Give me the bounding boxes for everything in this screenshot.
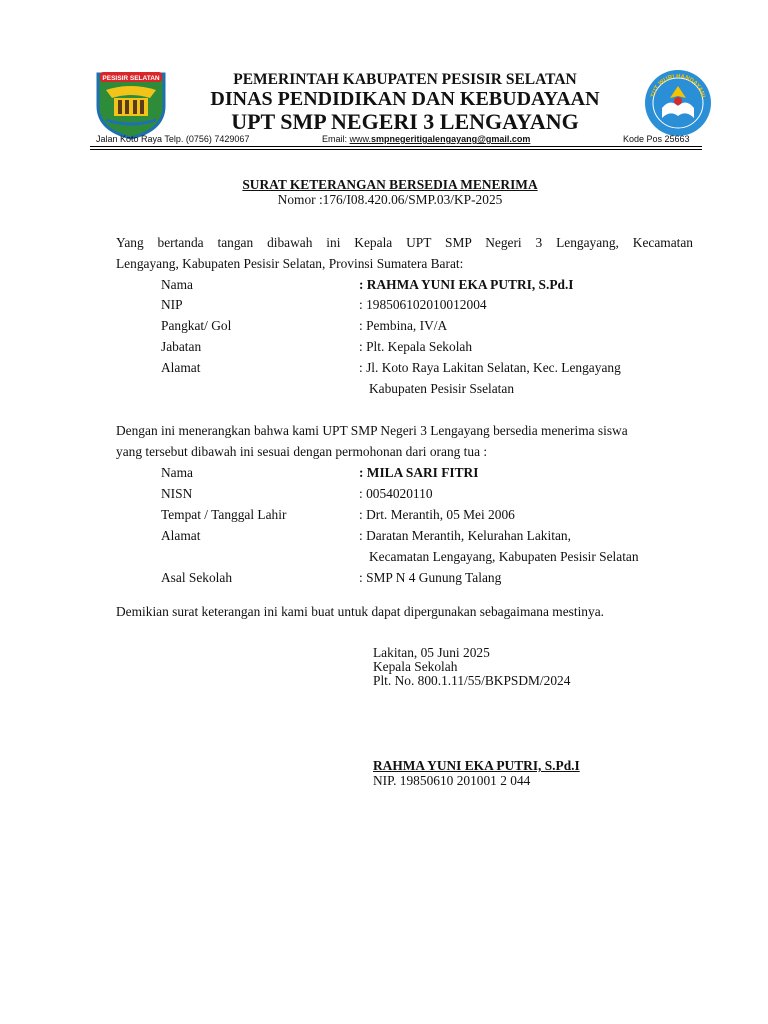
- student-birth-value: : Drt. Merantih, 05 Mei 2006: [359, 507, 515, 522]
- tut-wuri-text: TUT WURI HANDAYANI: [650, 73, 706, 99]
- student-address-value-2: Kecamatan Lengayang, Kabupaten Pesisir Selatan: [369, 549, 639, 564]
- official-name-label: Nama: [161, 277, 193, 292]
- official-rank-value: : Pembina, IV/A: [359, 318, 448, 333]
- official-nip-label: NIP: [161, 297, 183, 312]
- student-address-label: Alamat: [161, 528, 201, 543]
- student-name-value: : MILA SARI FITRI: [359, 465, 479, 480]
- statement-line-2: yang tersebut dibawah ini sesuai dengan permohonan dari orang tua :: [116, 444, 488, 459]
- letterhead-email: [322, 134, 530, 144]
- letterhead-school-name: UPT SMP NEGERI 3 LENGAYANG: [231, 109, 579, 134]
- signature-block: [373, 646, 570, 688]
- email-link[interactable]: [350, 134, 531, 144]
- email-value: smpnegeritigalengayang@gmail.com: [371, 134, 531, 144]
- official-position-label: Jabatan: [161, 339, 202, 354]
- intro-line-2: Lengayang, Kabupaten Pesisir Selatan, Provinsi Sumatera Barat:: [116, 256, 464, 271]
- tut-wuri-handayani-logo: [642, 68, 714, 138]
- letterhead-divider-thin: [90, 149, 702, 150]
- student-school-label: Asal Sekolah: [161, 570, 233, 585]
- official-address-value-2: Kabupaten Pesisir Sselatan: [369, 381, 515, 396]
- student-nisn-label: NISN: [161, 486, 193, 501]
- letter-number: Nomor :176/I08.420.06/SMP.03/KP-2025: [277, 192, 503, 207]
- intro-line-1: Yang bertanda tangan dibawah ini Kepala UPT SMP Negeri 3 Lengayang, Kecamatan: [116, 235, 693, 250]
- student-name-label: Nama: [161, 465, 193, 480]
- official-rank-label: Pangkat/ Gol: [161, 318, 232, 333]
- official-name-value: : RAHMA YUNI EKA PUTRI, S.Pd.I: [359, 277, 574, 292]
- official-nip-value: : 198506102010012004: [359, 297, 487, 312]
- email-label: Email:: [322, 134, 348, 144]
- signature-decree: Plt. No. 800.1.11/55/BKPSDM/2024: [373, 673, 571, 688]
- letterhead-address: Jalan Koto Raya Telp. (0756) 7429067: [96, 134, 250, 144]
- letter-title: SURAT KETERANGAN BERSEDIA MENERIMA: [242, 177, 538, 192]
- official-address-label: Alamat: [161, 360, 201, 375]
- email-prefix: www.: [349, 134, 372, 144]
- student-address-value-1: : Daratan Merantih, Kelurahan Lakitan,: [359, 528, 571, 543]
- intro-paragraph: [116, 232, 693, 274]
- statement-line-1: Dengan ini menerangkan bahwa kami UPT SMP Negeri 3 Lengayang bersedia menerima siswa: [116, 423, 628, 438]
- signatory-name: RAHMA YUNI EKA PUTRI, S.Pd.I: [373, 758, 580, 773]
- official-address-value-1: : Jl. Koto Raya Lakitan Selatan, Kec. Lengayang: [359, 360, 621, 375]
- closing-paragraph: Demikian surat keterangan ini kami buat untuk dapat dipergunakan sebagaimana mestinya.: [116, 604, 604, 619]
- signature-place-date: Lakitan, 05 Juni 2025: [373, 645, 490, 660]
- signatory-nip: NIP. 19850610 201001 2 044: [373, 773, 531, 788]
- letterhead-postcode: Kode Pos 25663: [623, 134, 690, 144]
- letterhead-divider-thick: [90, 146, 702, 147]
- regency-emblem-text: PESISIR SELATAN: [102, 75, 160, 82]
- student-school-value: : SMP N 4 Gunung Talang: [359, 570, 502, 585]
- official-position-value: : Plt. Kepala Sekolah: [359, 339, 473, 354]
- statement-paragraph: [116, 420, 693, 462]
- student-nisn-value: : 0054020110: [359, 486, 433, 501]
- student-birth-label: Tempat / Tanggal Lahir: [161, 507, 287, 522]
- letterhead-government: PEMERINTAH KABUPATEN PESISIR SELATAN: [233, 71, 577, 88]
- letterhead-department: DINAS PENDIDIKAN DAN KEBUDAYAAN: [210, 88, 600, 110]
- signature-position: Kepala Sekolah: [373, 659, 458, 674]
